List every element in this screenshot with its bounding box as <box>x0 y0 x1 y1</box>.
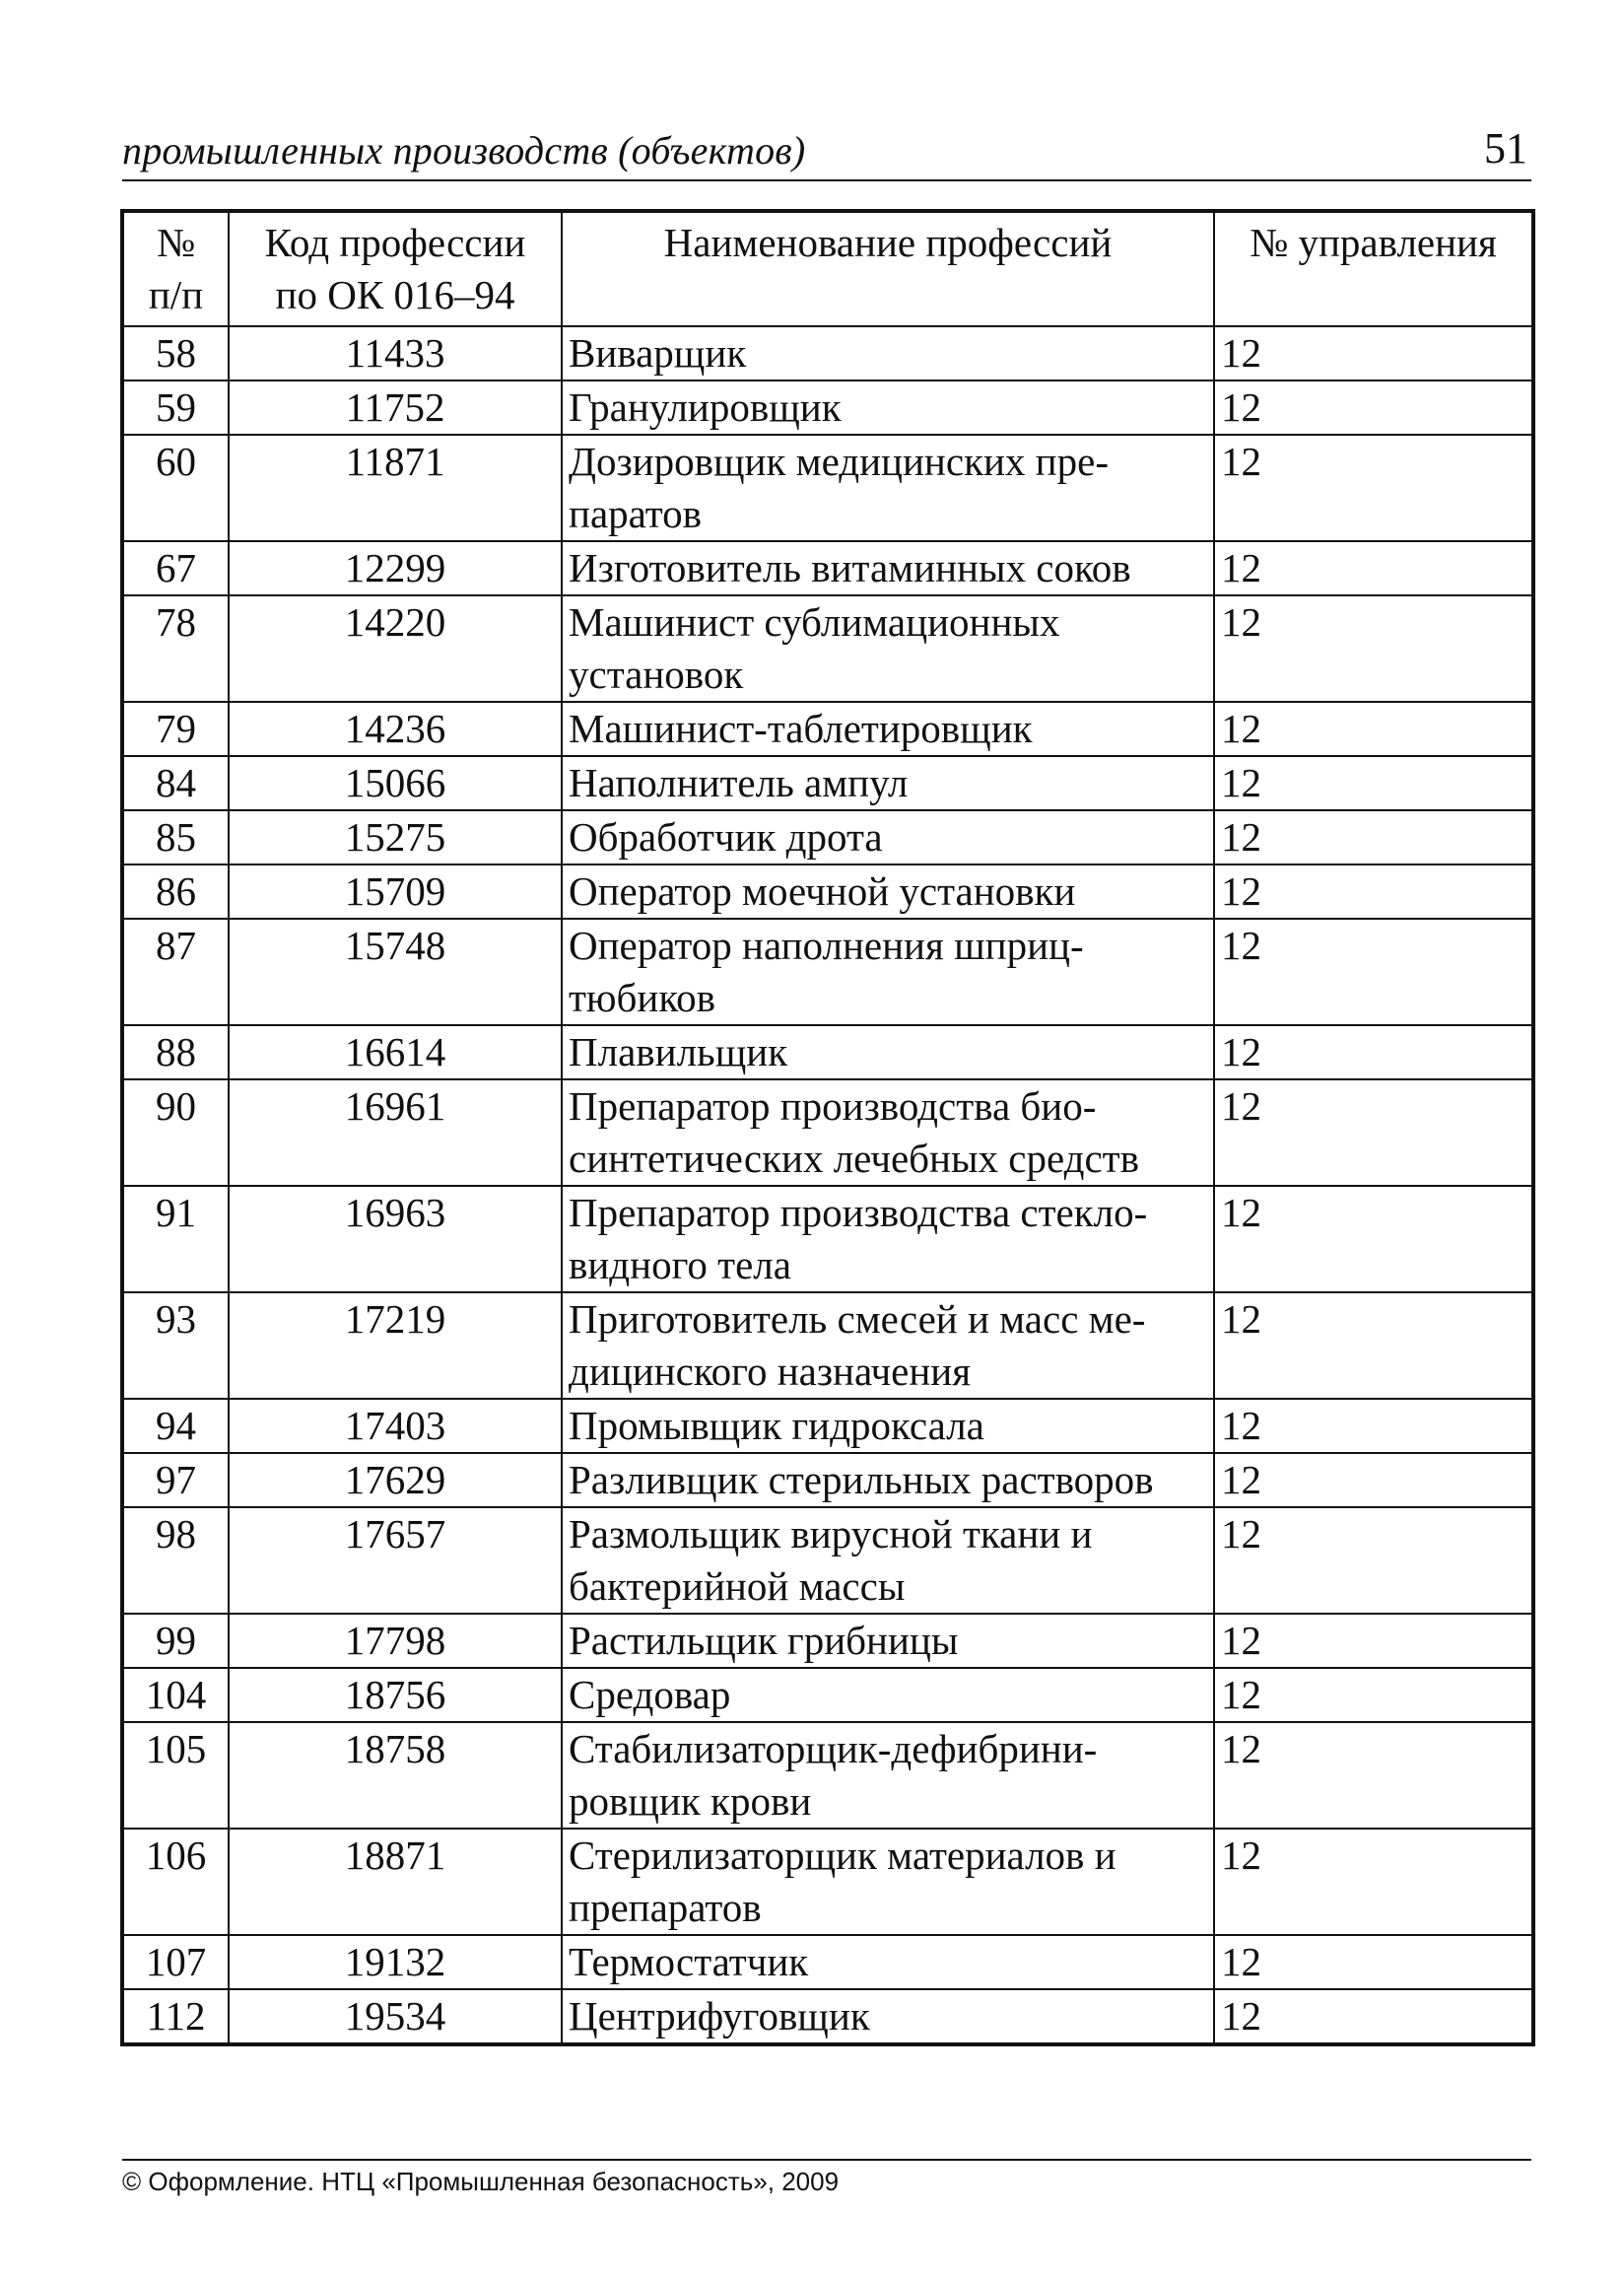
department-number-cell: 12 <box>1214 326 1533 380</box>
department-number-cell: 12 <box>1214 756 1533 810</box>
row-number-cell: 85 <box>122 810 229 864</box>
profession-code-cell: 17657 <box>229 1507 562 1614</box>
table-row <box>122 1399 1533 1453</box>
profession-name-line: Размольщик вирусной ткани и <box>569 1511 1093 1556</box>
profession-name-line: Изготовитель витаминных соков <box>569 545 1131 590</box>
profession-name-cell <box>562 541 1214 595</box>
profession-code-cell: 15275 <box>229 810 562 864</box>
profession-code-cell: 16963 <box>229 1186 562 1292</box>
profession-name-cell <box>562 1989 1214 2044</box>
profession-code-cell: 11433 <box>229 326 562 380</box>
profession-name-line: видного тела <box>569 1242 791 1287</box>
profession-name-line: Разливщик стерильных растворов <box>569 1457 1154 1502</box>
profession-name-cell <box>562 1507 1214 1614</box>
department-number-cell: 12 <box>1214 1935 1533 1989</box>
footer-copyright: © Оформление. НТЦ «Промышленная безопасность», 2009 <box>122 2167 840 2196</box>
department-number-cell: 12 <box>1214 1025 1533 1079</box>
profession-name-line: Центрифуговщик <box>569 1993 870 2039</box>
department-number-cell: 12 <box>1214 1668 1533 1722</box>
profession-name-line: дицинского назначения <box>569 1348 972 1394</box>
table-row <box>122 1668 1533 1722</box>
profession-name-line: бактерийной массы <box>569 1563 906 1609</box>
table-body <box>122 326 1533 2044</box>
row-number-cell: 84 <box>122 756 229 810</box>
table-row <box>122 756 1533 810</box>
profession-name-cell <box>562 1935 1214 1989</box>
profession-name-line: Приготовитель смесей и масс ме- <box>569 1296 1146 1342</box>
profession-name-cell <box>562 1079 1214 1186</box>
profession-code-cell: 18756 <box>229 1668 562 1722</box>
profession-name-cell <box>562 1668 1214 1722</box>
profession-name-line: Гранулировщик <box>569 384 842 430</box>
header-line: п/п <box>148 272 204 317</box>
profession-name-cell <box>562 864 1214 919</box>
profession-code-cell: 16614 <box>229 1025 562 1079</box>
profession-code-cell: 18871 <box>229 1829 562 1935</box>
profession-name-line: препаратов <box>569 1885 762 1930</box>
profession-name-line: Стерилизаторщик материалов и <box>569 1832 1116 1878</box>
header-line: № управления <box>1250 220 1497 265</box>
profession-name-cell <box>562 1453 1214 1507</box>
profession-name-line: Дозировщик медицинских пре- <box>569 439 1109 484</box>
row-number-cell: 60 <box>122 435 229 541</box>
profession-name-line: Препаратор производства стекло- <box>569 1190 1148 1235</box>
table-row <box>122 435 1533 541</box>
header-line: Наименование профессий <box>663 220 1113 265</box>
profession-name-line: Стабилизаторщик-дефибрини- <box>569 1726 1098 1771</box>
profession-name-cell <box>562 1722 1214 1829</box>
column-header-name <box>562 211 1214 326</box>
footer-divider <box>122 2159 1531 2161</box>
row-number-cell: 98 <box>122 1507 229 1614</box>
profession-name-cell <box>562 1186 1214 1292</box>
department-number-cell: 12 <box>1214 1722 1533 1829</box>
profession-name-cell <box>562 1614 1214 1668</box>
department-number-cell: 12 <box>1214 1292 1533 1399</box>
table-row <box>122 1829 1533 1935</box>
row-number-cell: 88 <box>122 1025 229 1079</box>
profession-code-cell: 11871 <box>229 435 562 541</box>
department-number-cell: 12 <box>1214 1507 1533 1614</box>
row-number-cell: 86 <box>122 864 229 919</box>
profession-name-cell <box>562 595 1214 702</box>
profession-name-line: тюбиков <box>569 975 716 1020</box>
table-row <box>122 595 1533 702</box>
page-number: 51 <box>1484 124 1527 173</box>
profession-name-cell <box>562 1292 1214 1399</box>
profession-name-line: Наполнитель ампул <box>569 760 909 805</box>
department-number-cell: 12 <box>1214 1186 1533 1292</box>
table-row <box>122 1722 1533 1829</box>
table-row <box>122 1507 1533 1614</box>
profession-code-cell: 15709 <box>229 864 562 919</box>
row-number-cell: 79 <box>122 702 229 756</box>
profession-code-cell: 19534 <box>229 1989 562 2044</box>
row-number-cell: 78 <box>122 595 229 702</box>
profession-name-line: Плавильщик <box>569 1029 788 1074</box>
department-number-cell: 12 <box>1214 702 1533 756</box>
table-row <box>122 380 1533 435</box>
profession-code-cell: 17219 <box>229 1292 562 1399</box>
header-line: Код профессии <box>264 220 526 265</box>
department-number-cell: 12 <box>1214 1614 1533 1668</box>
profession-code-cell: 18758 <box>229 1722 562 1829</box>
row-number-cell: 94 <box>122 1399 229 1453</box>
table-row <box>122 1935 1533 1989</box>
profession-name-cell <box>562 1399 1214 1453</box>
row-number-cell: 90 <box>122 1079 229 1186</box>
profession-name-cell <box>562 756 1214 810</box>
department-number-cell: 12 <box>1214 380 1533 435</box>
profession-code-cell: 14236 <box>229 702 562 756</box>
department-number-cell: 12 <box>1214 919 1533 1025</box>
profession-code-cell: 11752 <box>229 380 562 435</box>
profession-code-cell: 14220 <box>229 595 562 702</box>
row-number-cell: 112 <box>122 1989 229 2044</box>
row-number-cell: 107 <box>122 1935 229 1989</box>
department-number-cell: 12 <box>1214 1399 1533 1453</box>
row-number-cell: 106 <box>122 1829 229 1935</box>
profession-name-line: Термостатчик <box>569 1939 809 1984</box>
row-number-cell: 58 <box>122 326 229 380</box>
table-row <box>122 810 1533 864</box>
department-number-cell: 12 <box>1214 810 1533 864</box>
profession-name-line: ровщик крови <box>569 1778 812 1824</box>
profession-code-cell: 16961 <box>229 1079 562 1186</box>
row-number-cell: 105 <box>122 1722 229 1829</box>
profession-name-cell <box>562 380 1214 435</box>
profession-name-line: Машинист-таблетировщик <box>569 706 1033 751</box>
department-number-cell: 12 <box>1214 435 1533 541</box>
table-row <box>122 1453 1533 1507</box>
profession-name-cell <box>562 919 1214 1025</box>
table-row <box>122 864 1533 919</box>
table-row <box>122 1025 1533 1079</box>
row-number-cell: 87 <box>122 919 229 1025</box>
table-header-row <box>122 211 1533 326</box>
profession-name-cell <box>562 810 1214 864</box>
row-number-cell: 67 <box>122 541 229 595</box>
table-row <box>122 1186 1533 1292</box>
profession-name-line: Обработчик дрота <box>569 814 883 860</box>
department-number-cell: 12 <box>1214 1453 1533 1507</box>
profession-name-line: Препаратор производства био- <box>569 1083 1097 1129</box>
profession-name-line: Оператор моечной установки <box>569 868 1076 914</box>
table-row <box>122 326 1533 380</box>
row-number-cell: 93 <box>122 1292 229 1399</box>
profession-name-cell <box>562 1025 1214 1079</box>
row-number-cell: 99 <box>122 1614 229 1668</box>
table-row <box>122 1079 1533 1186</box>
profession-code-cell: 17403 <box>229 1399 562 1453</box>
profession-code-cell: 19132 <box>229 1935 562 1989</box>
profession-code-cell: 17798 <box>229 1614 562 1668</box>
profession-name-line: Промывщик гидроксала <box>569 1403 984 1448</box>
department-number-cell: 12 <box>1214 1079 1533 1186</box>
department-number-cell: 12 <box>1214 595 1533 702</box>
running-head <box>122 122 1531 181</box>
column-header-department <box>1214 211 1533 326</box>
row-number-cell: 59 <box>122 380 229 435</box>
profession-name-line: Средовар <box>569 1672 731 1717</box>
profession-name-cell <box>562 1829 1214 1935</box>
table-row <box>122 1614 1533 1668</box>
profession-name-line: Виварщик <box>569 330 747 376</box>
profession-name-line: синтетических лечебных средств <box>569 1136 1139 1181</box>
department-number-cell: 12 <box>1214 541 1533 595</box>
profession-code-cell: 15066 <box>229 756 562 810</box>
professions-table <box>120 209 1535 2046</box>
table-row <box>122 1989 1533 2044</box>
profession-name-line: установок <box>569 652 744 697</box>
table-row <box>122 702 1533 756</box>
department-number-cell: 12 <box>1214 1989 1533 2044</box>
column-header-code <box>229 211 562 326</box>
section-title: промышленных производств (объектов) <box>122 128 806 173</box>
table-row <box>122 541 1533 595</box>
profession-code-cell: 12299 <box>229 541 562 595</box>
profession-code-cell: 15748 <box>229 919 562 1025</box>
header-line: по ОК 016–94 <box>275 272 515 317</box>
profession-name-line: Растильщик грибницы <box>569 1618 959 1663</box>
table-row <box>122 1292 1533 1399</box>
profession-name-cell <box>562 326 1214 380</box>
profession-code-cell: 17629 <box>229 1453 562 1507</box>
row-number-cell: 91 <box>122 1186 229 1292</box>
column-header-number <box>122 211 229 326</box>
header-line: № <box>156 220 196 265</box>
profession-name-cell <box>562 435 1214 541</box>
profession-name-line: паратов <box>569 491 703 536</box>
row-number-cell: 97 <box>122 1453 229 1507</box>
profession-name-cell <box>562 702 1214 756</box>
department-number-cell: 12 <box>1214 864 1533 919</box>
profession-name-line: Машинист сублимационных <box>569 599 1060 645</box>
department-number-cell: 12 <box>1214 1829 1533 1935</box>
row-number-cell: 104 <box>122 1668 229 1722</box>
profession-name-line: Оператор наполнения шприц- <box>569 923 1084 968</box>
table-row <box>122 919 1533 1025</box>
